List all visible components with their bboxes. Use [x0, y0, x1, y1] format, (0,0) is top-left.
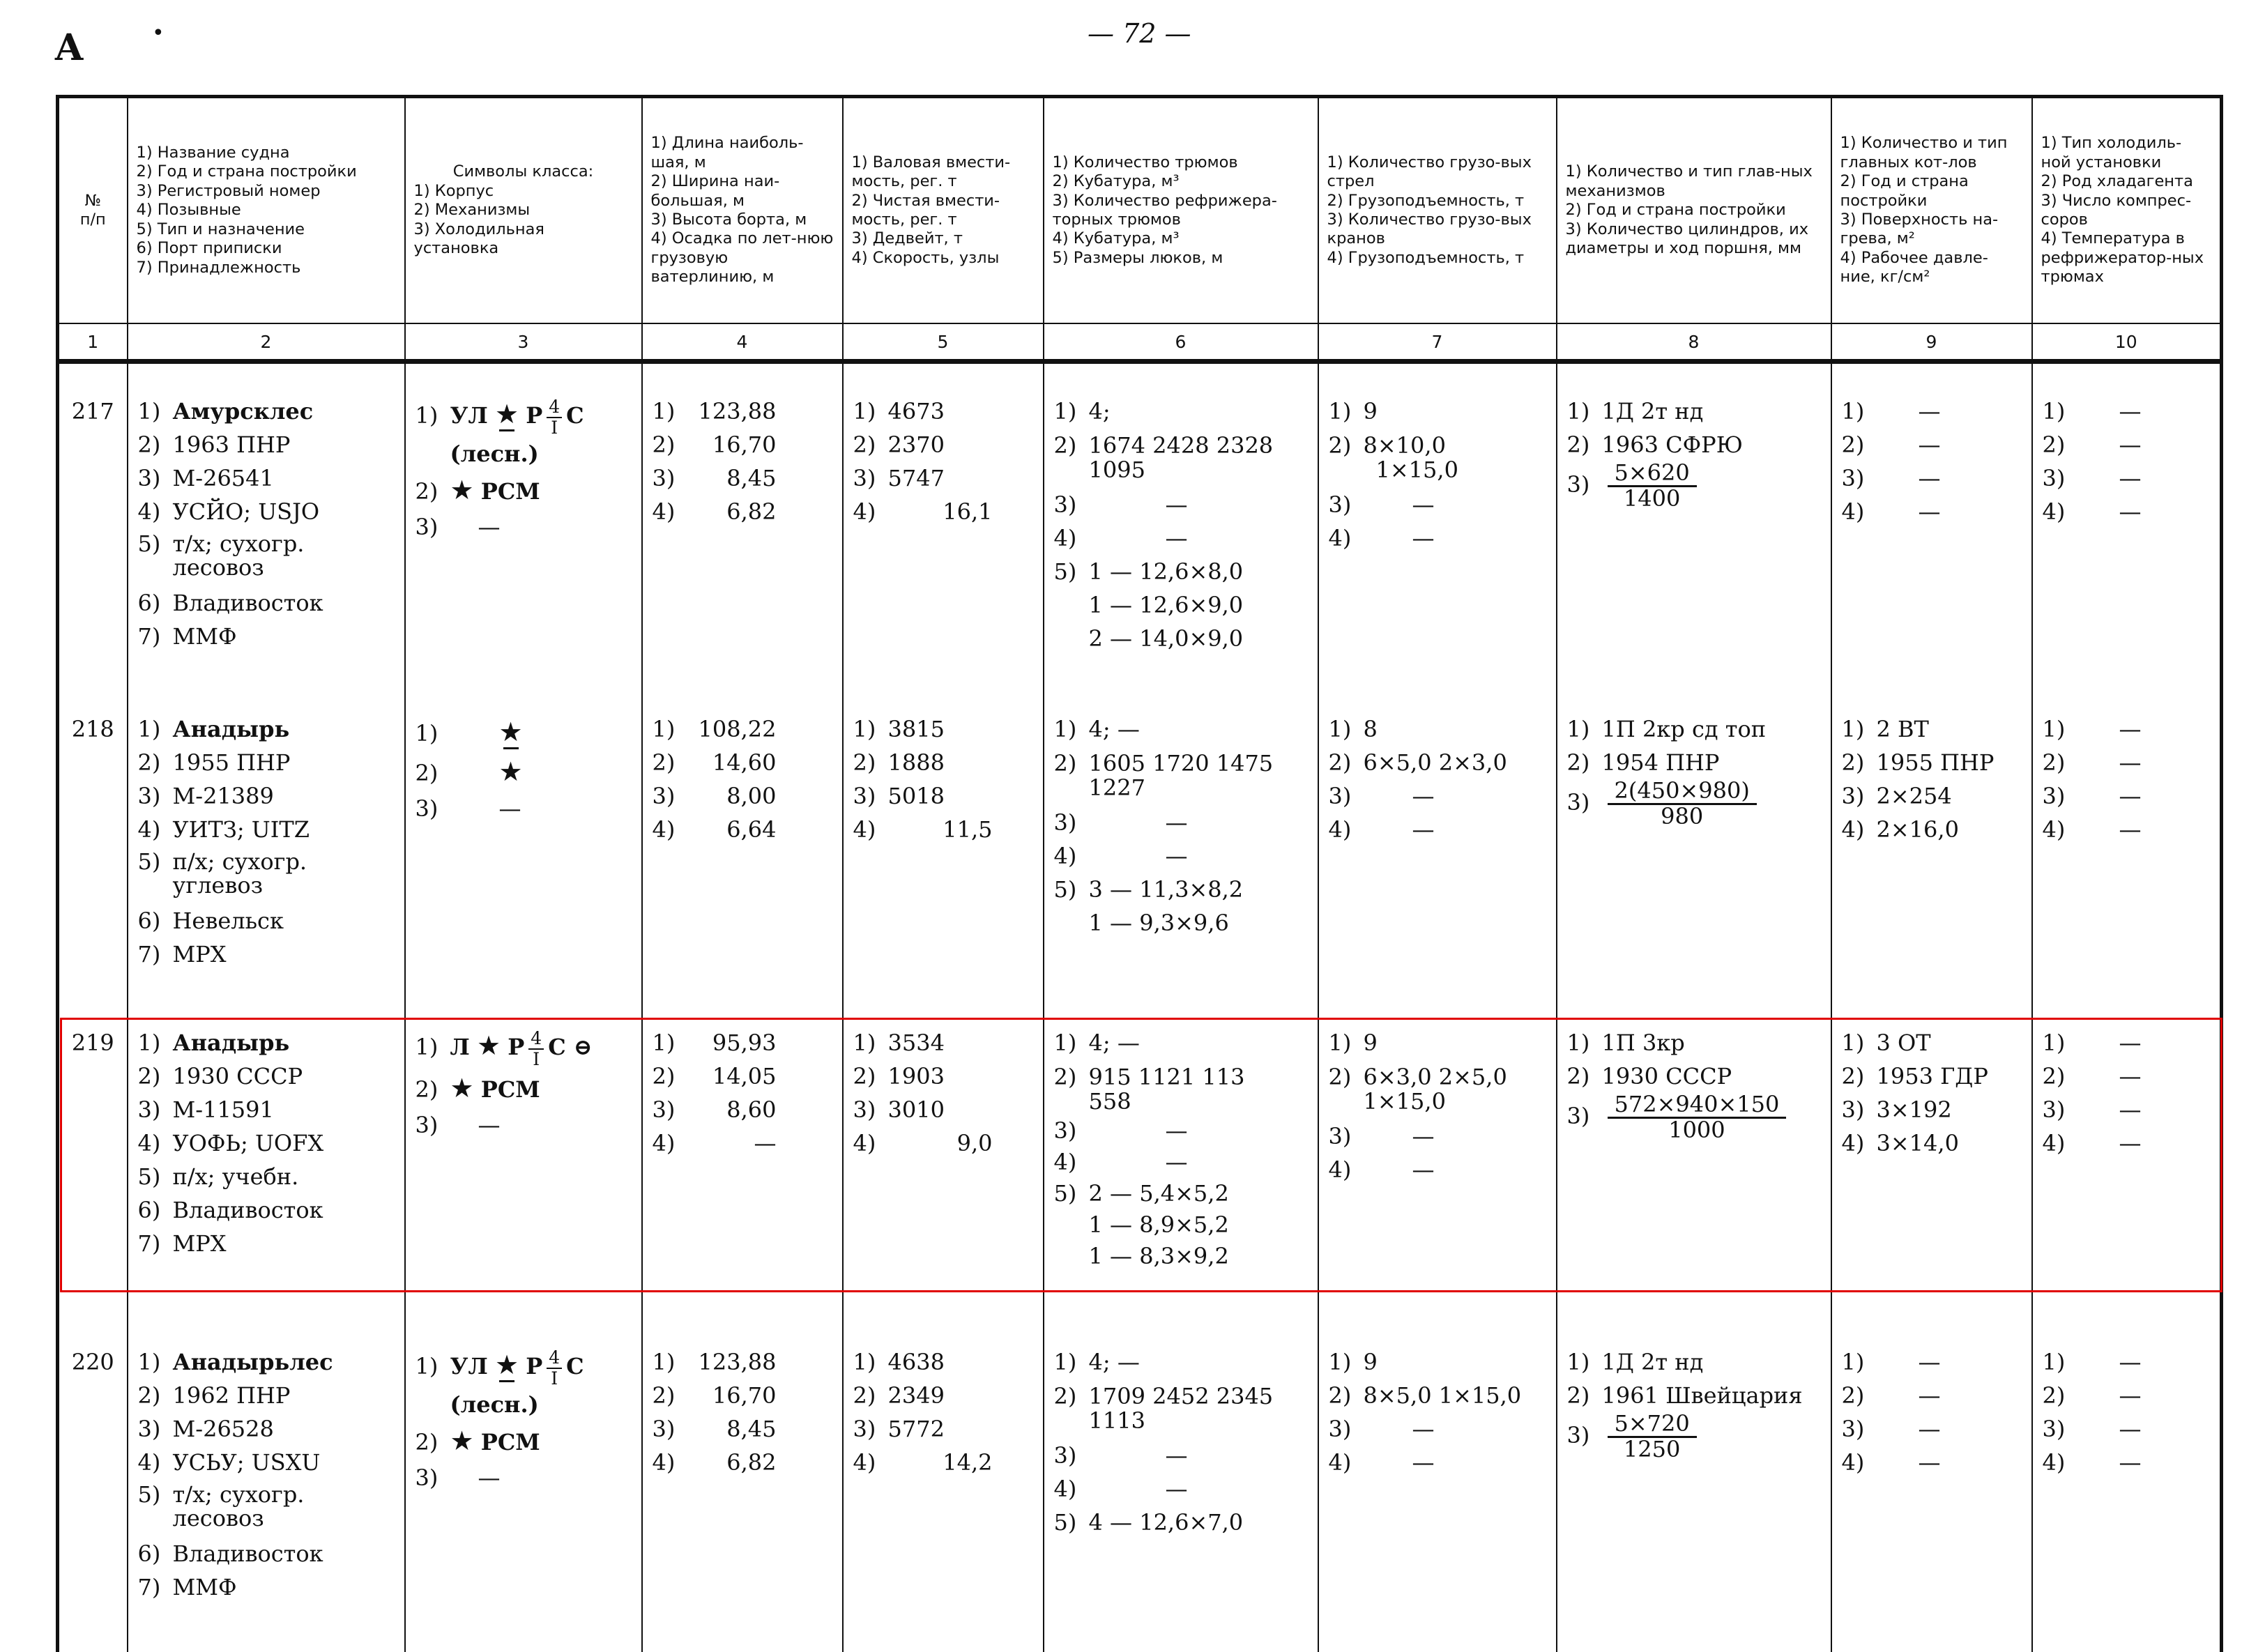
main-engines: 1) 1П 3кр 2) 1930 СССР 3) $\frac{572\times 940\times 150}{1000}$	[1557, 995, 1831, 1315]
ship-identity: 1) Анадырь 2) 1955 ПНР 3) М-21389 4) УИТЗ; UITZ 5) п/х; сухогр. углевоз 6) Невельск 7) МРХ	[128, 682, 405, 995]
holds: 1) 4; — 2) 1709 2452 2345 1113 3) — 4) — 5) 4 — 12,6×7,0	[1044, 1315, 1318, 1652]
dimensions: 1) 95,93 2) 14,05 3) 8,60 4) —	[642, 995, 843, 1315]
ship-register-table	[56, 95, 2223, 1652]
ship-identity: 1) Анадырь 2) 1930 СССР 3) М-11591 4) УОФЬ; UOFX 5) п/х; учебн. 6) Владивосток 7) МРХ	[128, 995, 405, 1315]
table-row	[58, 682, 2222, 995]
tonnage: 1) 3534 2) 1903 3) 3010 4) 9,0	[843, 995, 1044, 1315]
refrigeration: 1) — 2) — 3) — 4) —	[2032, 1315, 2222, 1652]
main-engines: 1) 1Д 2т нд 2) 1961 Швейцария 3) $\frac{5\times 720}{1250}$	[1557, 1315, 1831, 1652]
boilers: 1) — 2) — 3) — 4) —	[1831, 1315, 2032, 1652]
boilers: 1) 2 ВТ 2) 1955 ПНР 3) 2×254 4) 2×16,0	[1831, 682, 2032, 995]
column-number: 2	[128, 323, 405, 362]
boilers: 1) 3 ОТ 2) 1953 ГДР 3) 3×192 4) 3×14,0	[1831, 995, 2032, 1315]
main-engines: 1) 1П 2кр сд топ 2) 1954 ПНР 3) $\frac{2(450\times 980)}{980}$	[1557, 682, 1831, 995]
header-col-9: 1) Количество и тип главных кот-лов 2) Год и страна постройки 3) Поверхность на-грева, м² 4) Рабочее давле-ние, кг/см²	[1831, 97, 2032, 324]
header-col-6: 1) Количество трюмов 2) Кубатура, м³ 3) Количество рефрижера-торных трюмов 4) Кубатура, м³ 5) Размеры люков, м	[1044, 97, 1318, 324]
star-icon: ★	[476, 1030, 501, 1061]
star-icon: ★	[499, 712, 523, 752]
table-row	[58, 362, 2222, 682]
cargo-gear: 1) 8 2) 6×5,0 2×3,0 3) — 4) —	[1318, 682, 1557, 995]
star-icon: ★	[498, 756, 523, 787]
column-number: 5	[843, 323, 1044, 362]
row-number: 220	[58, 1315, 128, 1652]
ship-identity: 1) Анадырьлес 2) 1962 ПНР 3) М-26528 4) УСЬУ; USXU 5) т/х; сухогр. лесовоз 6) Владивосток 7) ММФ	[128, 1315, 405, 1652]
column-number-row	[58, 323, 2222, 362]
holds: 1) 4; — 2) 915 1121 113 558 3) — 4) — 5) 2 — 5,4×5,2 1 — 8,9×5,2 1 — 8,3×9,2	[1044, 995, 1318, 1315]
refrigeration: 1) — 2) — 3) — 4) —	[2032, 682, 2222, 995]
class-symbols: 1) УЛ ★ Р $\frac{4}{I}$ С (лесн.) 2) ★ РСМ 3) —	[405, 1315, 642, 1652]
row-number: 217	[58, 362, 128, 682]
column-number: 6	[1044, 323, 1318, 362]
header-col-3: Символы класса: 1) Корпус 2) Механизмы 3) Холодильная установка	[405, 97, 642, 324]
star-icon: ★	[450, 1425, 474, 1456]
dimensions: 1) 108,22 2) 14,60 3) 8,00 4) 6,64	[642, 682, 843, 995]
table-row	[58, 1315, 2222, 1652]
refrigeration: 1) — 2) — 3) — 4) —	[2032, 995, 2222, 1315]
star-icon: ★	[495, 395, 519, 434]
header-col-1: № п/п	[58, 97, 128, 324]
dimensions: 1) 123,88 2) 16,70 3) 8,45 4) 6,82	[642, 362, 843, 682]
cargo-gear: 1) 9 2) 8×10,0 1×15,0 3) — 4) —	[1318, 362, 1557, 682]
corner-letter: А	[54, 26, 84, 69]
boilers: 1) — 2) — 3) — 4) —	[1831, 362, 2032, 682]
refrigeration: 1) — 2) — 3) — 4) —	[2032, 362, 2222, 682]
holds: 1) 4; — 2) 1605 1720 1475 1227 3) — 4) — 5) 3 — 11,3×8,2 1 — 9,3×9,6	[1044, 682, 1318, 995]
column-number: 1	[58, 323, 128, 362]
page-mark-dot: •	[152, 21, 165, 45]
tonnage: 1) 4673 2) 2370 3) 5747 4) 16,1	[843, 362, 1044, 682]
header-col-7: 1) Количество грузо-вых стрел 2) Грузоподъемность, т 3) Количество грузо-вых кранов 4) Грузоподъемность, т	[1318, 97, 1557, 324]
page-number: — 72 —	[1088, 18, 1191, 49]
holds: 1) 4; 2) 1674 2428 2328 1095 3) — 4) — 5) 1 — 12,6×8,0 1 — 12,6×9,0 2 — 14,0×9,0	[1044, 362, 1318, 682]
row-219-highlight	[60, 1018, 2222, 1292]
class-symbols: 1) Л ★ Р $\frac{4}{I}$ С ⊖ 2) ★ РСМ 3) —	[405, 995, 642, 1315]
cargo-gear: 1) 9 2) 8×5,0 1×15,0 3) — 4) —	[1318, 1315, 1557, 1652]
star-icon: ★	[450, 475, 474, 505]
header-col-4: 1) Длина наиболь-шая, м 2) Ширина наи-большая, м 3) Высота борта, м 4) Осадка по лет-нюю грузовую ватерлинию, м	[642, 97, 843, 324]
tonnage: 1) 4638 2) 2349 3) 5772 4) 14,2	[843, 1315, 1044, 1652]
ship-identity: 1) Амурсклес 2) 1963 ПНР 3) М-26541 4) УСЙО; USJO 5) т/х; сухогр. лесовоз 6) Владивосток 7) ММФ	[128, 362, 405, 682]
star-icon: ★	[495, 1345, 519, 1385]
row-number: 219	[58, 995, 128, 1315]
column-number: 9	[1831, 323, 2032, 362]
column-number: 4	[642, 323, 843, 362]
column-number: 7	[1318, 323, 1557, 362]
header-col-10: 1) Тип холодиль-ной установки 2) Род хладагента 3) Число компрес-соров 4) Температура в рефрижератор-ных трюмах	[2032, 97, 2222, 324]
row-number: 218	[58, 682, 128, 995]
header-col-8: 1) Количество и тип глав-ных механизмов 2) Год и страна постройки 3) Количество цилиндров, их диаметры и ход поршня, мм	[1557, 97, 1831, 324]
class-symbols: 1) ★ 2) ★ 3) —	[405, 682, 642, 995]
header-col-5: 1) Валовая вмести-мость, рег. т 2) Чистая вмести-мость, рег. т 3) Дедвейт, т 4) Скорость, узлы	[843, 97, 1044, 324]
star-icon: ★	[450, 1073, 474, 1103]
dimensions: 1) 123,88 2) 16,70 3) 8,45 4) 6,82	[642, 1315, 843, 1652]
main-engines: 1) 1Д 2т нд 2) 1963 СФРЮ 3) $\frac{5\times 620}{1400}$	[1557, 362, 1831, 682]
column-number: 3	[405, 323, 642, 362]
class-symbols: 1) УЛ ★ Р $\frac{4}{I}$ С (лесн.) 2) ★ РСМ 3) —	[405, 362, 642, 682]
cargo-gear: 1) 9 2) 6×3,0 2×5,0 1×15,0 3) — 4) —	[1318, 995, 1557, 1315]
column-number: 8	[1557, 323, 1831, 362]
header-row	[58, 97, 2222, 324]
column-number: 10	[2032, 323, 2222, 362]
header-col-2: 1) Название судна 2) Год и страна постройки 3) Регистровый номер 4) Позывные 5) Тип и назначение 6) Порт приписки 7) Принадлежность	[128, 97, 405, 324]
tonnage: 1) 3815 2) 1888 3) 5018 4) 11,5	[843, 682, 1044, 995]
